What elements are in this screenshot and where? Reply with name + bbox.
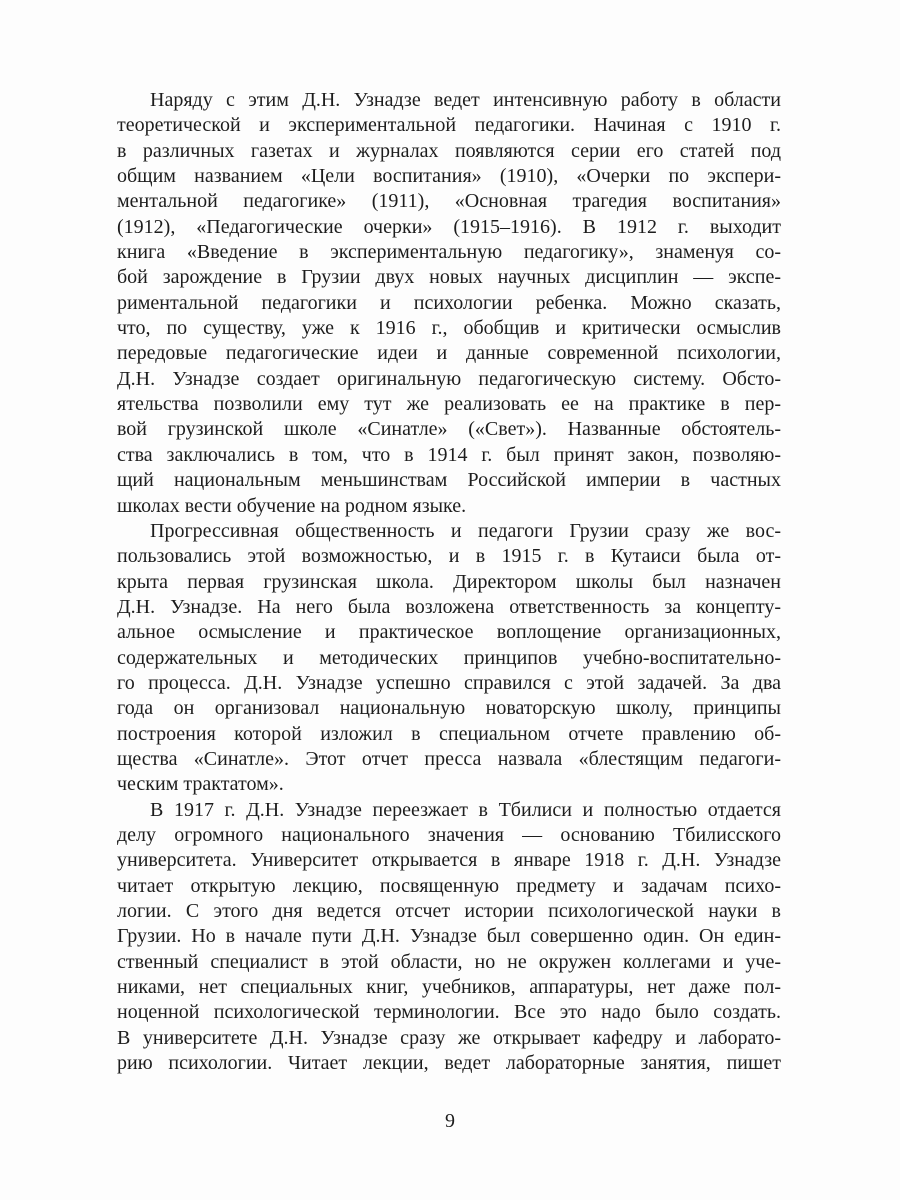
text-line: года он организовал национальную новаторскую школу, принципы (117, 697, 781, 720)
text-line: щества «Синатле». Этот отчет пресса назвала «блестящим педагоги- (117, 747, 781, 770)
text-line: что, по существу, уже к 1916 г., обобщив и критически осмыслив (117, 317, 781, 340)
text-line: книга «Введение в экспериментальную педагогику», знаменуя со- (117, 241, 781, 264)
text-line: пользовались этой возможностью, и в 1915 г. в Кутаиси была от- (117, 545, 781, 568)
text-line: построения которой изложил в специальном отчете правлению об- (117, 722, 781, 745)
paragraph (117, 88, 781, 519)
text-line: читает открытую лекцию, посвященную предмету и задачам психо- (117, 874, 781, 897)
text-line: В университете Д.Н. Узнадзе сразу же открывает кафедру и лаборато- (117, 1026, 781, 1049)
text-line: бой зарождение в Грузии двух новых научных дисциплин — экспе- (117, 266, 781, 289)
text-line: (1912), «Педагогические очерки» (1915–1916). В 1912 г. выходит (117, 215, 781, 238)
text-line: университета. Университет открывается в январе 1918 г. Д.Н. Узнадзе (117, 849, 781, 872)
text-line: Грузии. Но в начале пути Д.Н. Узнадзе был совершенно один. Он един- (117, 925, 781, 948)
page-number: 9 (445, 1110, 455, 1132)
text-line: крыта первая грузинская школа. Директором школы был назначен (117, 570, 781, 593)
text-block (117, 88, 781, 1076)
text-line: делу огромного национального значения — основанию Тбилисского (117, 823, 781, 846)
text-line: содержательных и методических принципов учебно-воспитательно- (117, 646, 781, 669)
text-line: ственный специалист в этой области, но не окружен коллегами и уче- (117, 950, 781, 973)
text-line: вой грузинской школе «Синатле» («Свет»). Названные обстоятель- (117, 418, 781, 441)
paragraph (117, 519, 781, 798)
text-line: риментальной педагогики и психологии ребенка. Можно сказать, (117, 291, 781, 314)
text-line: школах вести обучение на родном языке. (117, 494, 467, 517)
text-line: Д.Н. Узнадзе создает оригинальную педагогическую систему. Обсто- (117, 367, 781, 390)
text-line: ноценной психологической терминологии. Все это надо было создать. (117, 1001, 781, 1024)
text-line: теоретической и экспериментальной педагогики. Начиная с 1910 г. (117, 114, 781, 137)
paragraph (117, 798, 781, 1077)
text-line: рию психологии. Читает лекции, ведет лабораторные занятия, пишет (117, 1052, 781, 1075)
text-line: никами, нет специальных книг, учебников, аппаратуры, нет даже пол- (117, 976, 781, 999)
text-line: логии. С этого дня ведется отсчет истории психологической науки в (117, 900, 781, 922)
text-line: В 1917 г. Д.Н. Узнадзе переезжает в Тбилиси и полностью отдается (150, 798, 781, 821)
text-line: Д.Н. Узнадзе. На него была возложена ответственность за концепту- (117, 595, 781, 618)
text-line: ятельства позволили ему тут же реализовать ее на практике в пер- (117, 393, 781, 416)
text-line: общим названием «Цели воспитания» (1910), «Очерки по экспери- (117, 165, 781, 188)
text-line: Прогрессивная общественность и педагоги Грузии сразу же вос- (150, 519, 781, 542)
text-line: ческим трактатом». (117, 773, 284, 796)
text-line: передовые педагогические идеи и данные современной психологии, (117, 342, 781, 365)
text-line: щий национальным меньшинствам Российской империи в частных (117, 469, 781, 492)
text-line: в различных газетах и журналах появляются серии его статей под (117, 139, 781, 162)
text-line: альное осмысление и практическое воплощение организационных, (117, 621, 781, 644)
text-line: Наряду с этим Д.Н. Узнадзе ведет интенсивную работу в области (150, 89, 781, 111)
text-line: ства заключались в том, что в 1914 г. был принят закон, позволяю- (117, 443, 781, 466)
text-line: ментальной педагогике» (1911), «Основная трагедия воспитания» (117, 190, 781, 213)
text-line: го процесса. Д.Н. Узнадзе успешно справился с этой задачей. За два (117, 671, 781, 694)
